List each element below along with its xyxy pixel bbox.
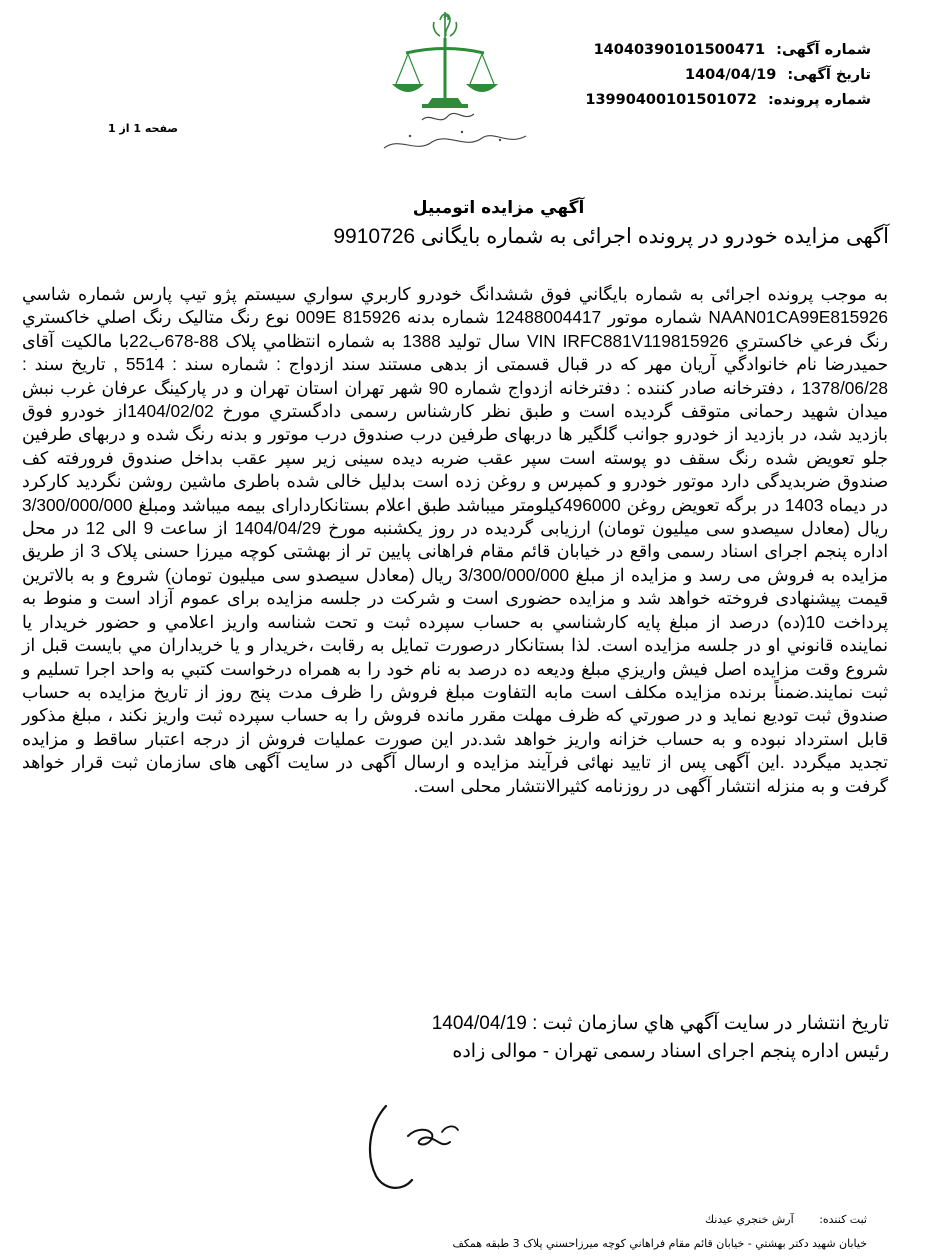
notice-number-row	[541, 38, 871, 63]
page-indicator: صفحه 1 از 1	[107, 122, 178, 135]
registrar-label: ثبت كننده:	[819, 1213, 867, 1226]
publish-label: تاريخ انتشار در سايت آگهي هاي سازمان ثبت :	[532, 1013, 889, 1034]
notice-number-label: شماره آگهی:	[776, 42, 871, 58]
registrar-line	[567, 1213, 867, 1226]
notice-meta	[541, 38, 871, 113]
notice-body: به موجب پرونده اجرائی به شماره بايگاني فوق ششدانگ خودرو كاربري سواري سيستم پژو تيپ پارس شماره شاسي NAAN01CA99E815926 شماره موتور 12488004417 شماره بدنه 009E 815926 نوع رنگ متاليک رنگ اصلي خاكستري رنگ فرعي خاكستري VIN IRFC881V119815926 سال توليد 1388 به شماره انتظامي پلاک 88-678ب22با مالكيت آقای حميدرضا نام خانوادگي آريان مهر كه در قبال قسمتی از بدهی مستند سند ازدواج : شماره سند : 5514 , تاريخ سند : 1378/06/28 ، دفترخانه صادر كننده : دفترخانه ازدواج شماره 90 شهر تهران استان تهران و در پاركينگ عرفان غرب نبش ميدان شهيد رحمانی متوقف گرديده است و طبق نظر كارشناس رسمی دادگستري مورخ 1404/02/02از خودرو فوق بازديد شد، در بازديد از خودرو جوانب گلگير ها دربهای طرفين درب صندوق درب موتور و بدنه رنگ شده و دربهای طرفين جلو تعويض شده رنگ سقف دو پوسته است سپر عقب ضربه ديده سينی زير سپر عقب بداخل صندوق فرورفته كف صندوق ضربديدگی دارد موتور خودرو و كمپرس و روغن زده است بدليل خالی شده باطری ماشين روشن نگرديد كاركرد در ديماه 1403 در برگه تعويض روغن 496000كيلومتر ميباشد طبق اعلام بستانكاردارای بيمه ميباشد ومبلغ 3/300/000/000 ريال (معادل سيصدو سی ميليون تومان) ارزيابی گرديده در روز يكشنبه مورخ 1404/04/29 از ساعت 9 الی 12 در محل اداره پنجم اجرای اسناد رسمی واقع در خيابان قائم مقام فراهانی پايين تر از بهشتی كوچه ميرزا حسنی پلاک 3 از طريق مزايده به فروش می رسد و مزايده از مبلغ 3/300/000/000 ريال (معادل سيصدو سی ميليون تومان) شروع و به بالاترين قيمت پيشنهادی فروخته خواهد شد و مزايده حضوری است و شركت در جلسه مزايده برای عموم آزاد است و منوط به پرداخت 10(ده) درصد از مبلغ پايه كارشناسي به حساب سپرده ثبت و تحت شناسه واريز اعلامي و حضور خريدار يا نماينده قانوني او در جلسه مزايده است. لذا بستانكار درصورت تمايل به رقابت ،خريدار و يا خريداران مي بايست قبل از شروع وقت مزايده اصل فيش واريزي مبلغ وديعه ده درصد به نام خود را به همراه درخواست كتبي به واحد اجرا تسليم و ثبت نمايند.ضمناً برنده مزايده مكلف است مابه التفاوت مبلغ فروش را ظرف مدت پنج روز از تاريخ مزايده به حساب صندوق ثبت توديع نمايد و در صورتي كه ظرف مهلت مقرر مانده فروش را به حساب سپرده ثبت واريز نكند ، مبلغ مذكور قابل استرداد نبوده و به حساب خزانه واريز خواهد شد.در اين صورت عمليات فروش از درجه اعتبار ساقط و مزايده تجديد ميگردد .اين آگهی پس از تاييد نهائی فرآيند مزايده و ارسال آگهی در سايت آگهی های سازمان ثبت قرار خواهد گرفت و به منزله انتشار آگهی در روزنامه كثيرالانتشار محلی است.	[22, 284, 889, 796]
notice-number: 14040390101500471	[593, 42, 766, 58]
case-number-label: شماره پرونده:	[767, 92, 871, 108]
registrar-name: آرش خنجري عيدنك	[705, 1213, 794, 1226]
notice-date-label: تاریخ آگهی:	[787, 67, 871, 83]
case-number: 13990400101501072	[585, 92, 757, 108]
notice-date: 1404/04/19	[685, 67, 777, 83]
document-subtitle: آگهی مزایده خودرو در پرونده اجرائی به شماره بایگانی 9910726	[333, 225, 889, 248]
document-title: آگهي مزايده اتومبيل	[412, 198, 585, 218]
notice-date-row	[541, 63, 871, 88]
office-address: خيابان شهيد دكتر بهشتي - خيابان قائم مقام فراهاني كوچه ميرزاحسني پلاک 3 طبقه همكف	[452, 1237, 867, 1250]
publish-line	[49, 1011, 889, 1037]
case-number-row	[541, 88, 871, 113]
issuer-line: رئيس اداره پنجم اجرای اسناد رسمی تهران - موالی زاده	[452, 1041, 889, 1062]
handwritten-signature	[346, 1076, 476, 1206]
scales-of-justice-emblem-icon	[370, 8, 540, 158]
publish-date: 1404/04/19	[431, 1013, 527, 1034]
